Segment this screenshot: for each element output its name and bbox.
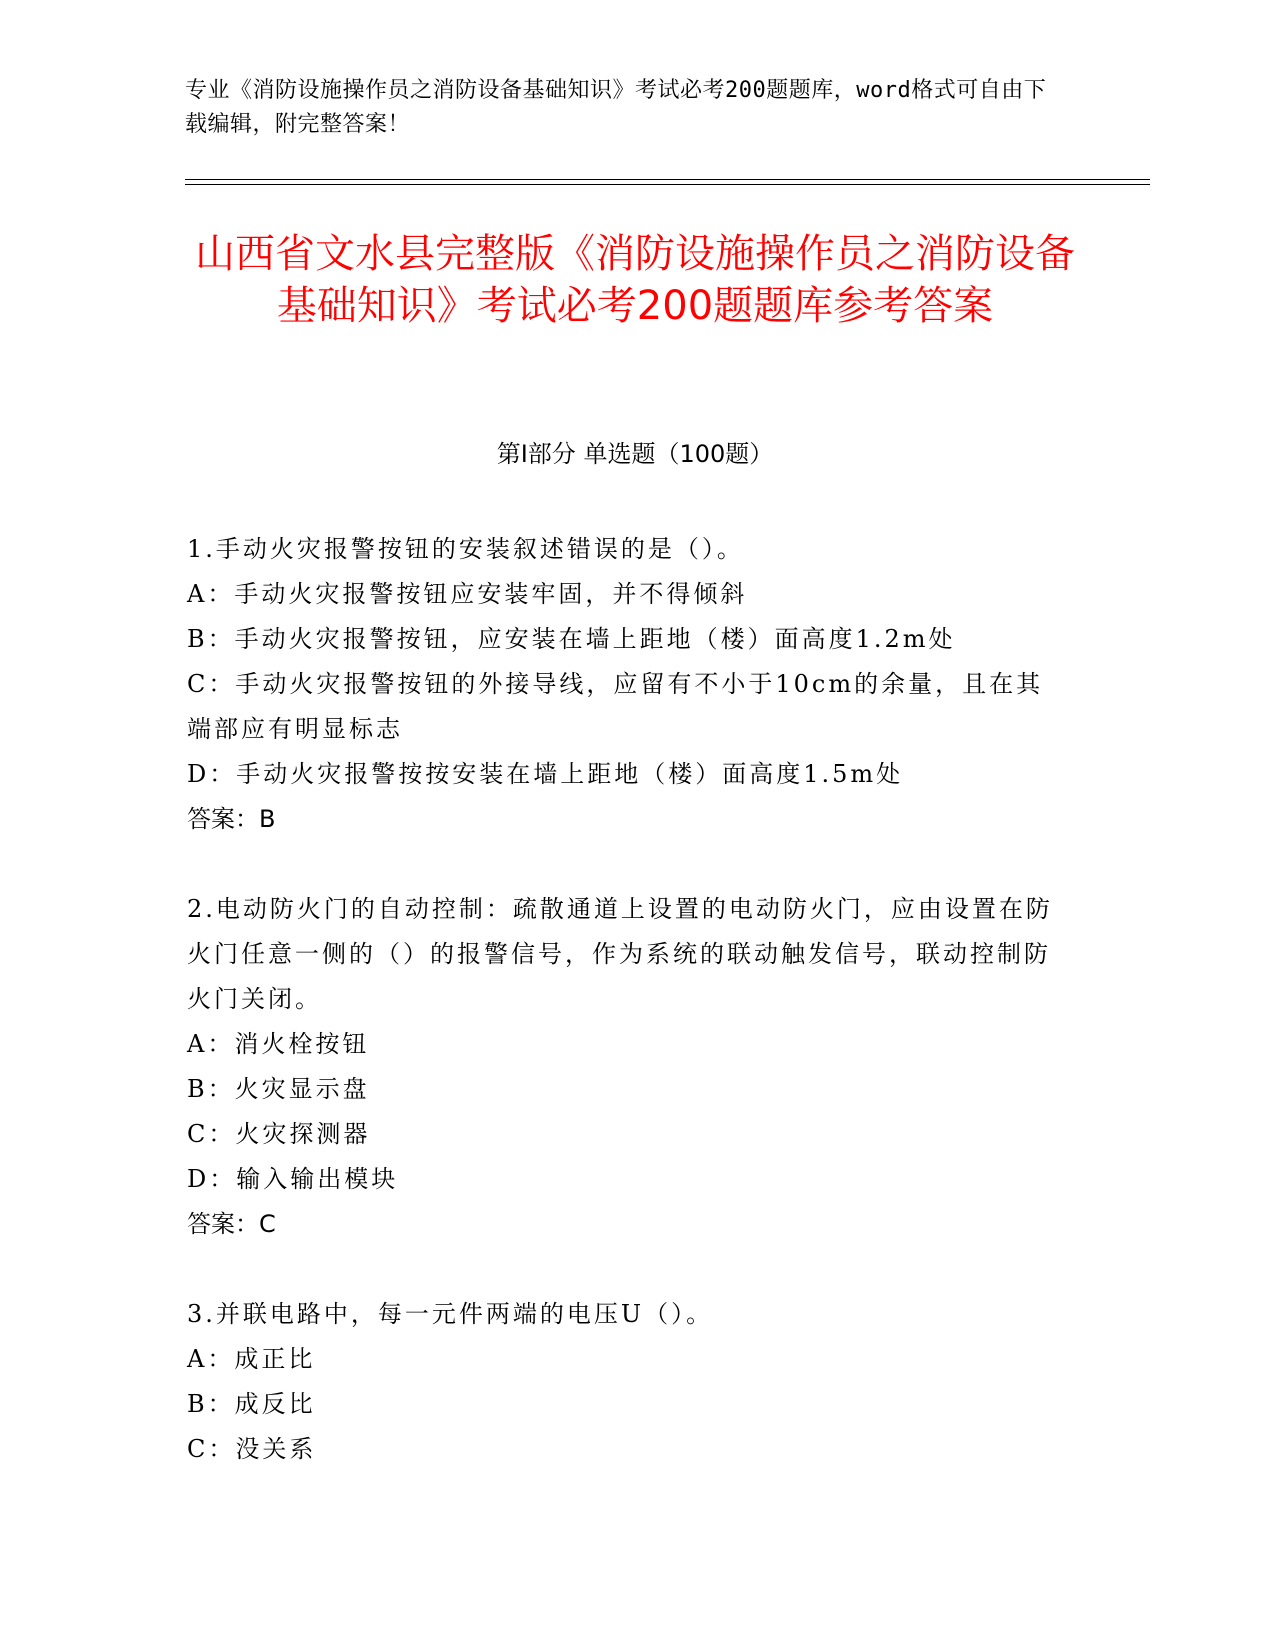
- header-note: 专业《消防设施操作员之消防设备基础知识》考试必考200题题库，word格式可自由下载编辑，附完整答案！: [185, 78, 1047, 137]
- option-b: B：手动火灾报警按钮，应安装在墙上距地（楼）面高度1.2m处: [187, 625, 956, 653]
- option-b: B：成反比: [187, 1390, 316, 1418]
- answer: 答案：C: [187, 1210, 276, 1238]
- question-stem: 1.手动火灾报警按钮的安装叙述错误的是（）。: [187, 535, 744, 563]
- option-c: C：火灾探测器: [187, 1120, 371, 1148]
- question-3: [187, 1292, 1057, 1472]
- question-1: [187, 527, 1057, 842]
- header-divider-top: [185, 179, 1150, 180]
- section-title: 第Ⅰ部分 单选题（100题）: [496, 440, 774, 468]
- question-stem: 2.电动防火门的自动控制：疏散通道上设置的电动防火门，应由设置在防火门任意一侧的（）的报警信号，作为系统的联动触发信号，联动控制防火门关闭。: [187, 895, 1053, 1013]
- question-2: [187, 887, 1057, 1247]
- option-a: A：成正比: [187, 1345, 316, 1373]
- option-a: A：消火栓按钮: [187, 1030, 370, 1058]
- option-c: C：没关系: [187, 1435, 317, 1463]
- question-stem: 3.并联电路中，每一元件两端的电压U（）。: [187, 1300, 714, 1328]
- header-divider-bottom: [185, 184, 1150, 185]
- option-d: D：手动火灾报警按按安装在墙上距地（楼）面高度1.5m处: [187, 760, 904, 788]
- question-list: [187, 527, 1057, 1517]
- option-b: B：火灾显示盘: [187, 1075, 370, 1103]
- answer: 答案：B: [187, 805, 276, 833]
- document-title: 山西省文水县完整版《消防设施操作员之消防设备基础知识》考试必考200题题库参考答案: [195, 231, 1075, 329]
- option-c: C：手动火灾报警按钮的外接导线，应留有不小于10cm的余量，且在其端部应有明显标志: [187, 670, 1044, 743]
- option-a: A：手动火灾报警按钮应安装牢固，并不得倾斜: [187, 580, 748, 608]
- option-d: D：输入输出模块: [187, 1165, 399, 1193]
